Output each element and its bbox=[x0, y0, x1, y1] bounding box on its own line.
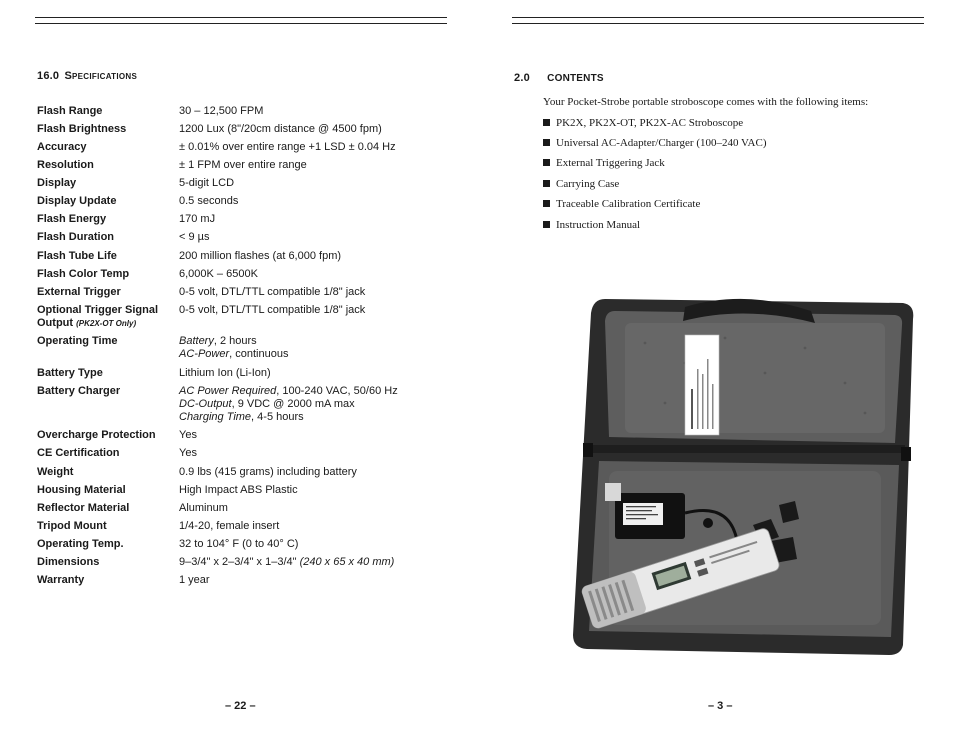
spec-label bbox=[37, 520, 177, 533]
spec-value bbox=[179, 268, 439, 281]
spec-value bbox=[179, 286, 439, 299]
spec-value bbox=[179, 466, 439, 479]
spec-value bbox=[179, 447, 439, 460]
top-rule-2 bbox=[35, 23, 447, 24]
spec-label-note: (PK2X-OT Only) bbox=[76, 319, 137, 328]
spec-value-text: High Impact ABS Plastic bbox=[179, 484, 298, 496]
spec-value bbox=[179, 484, 439, 497]
spec-label-text: Flash Brightness bbox=[37, 123, 127, 135]
spec-label bbox=[37, 250, 177, 263]
spec-label bbox=[37, 286, 177, 299]
contents-item bbox=[543, 117, 743, 129]
spec-label-text: Battery Charger bbox=[37, 385, 121, 397]
spec-value-text: , continuous bbox=[229, 348, 289, 360]
spec-label bbox=[37, 268, 177, 281]
spec-label bbox=[37, 195, 177, 208]
contents-item bbox=[543, 219, 640, 231]
spec-value-emphasis: Battery bbox=[179, 335, 214, 347]
spec-value-text: 30 – 12,500 FPM bbox=[179, 105, 264, 117]
spec-label-text: Operating Temp. bbox=[37, 538, 124, 550]
contents-item-text: External Triggering Jack bbox=[556, 157, 665, 169]
spec-value-emphasis: DC-Output bbox=[179, 398, 232, 410]
spec-label-text: Flash Tube Life bbox=[37, 250, 117, 262]
contents-item bbox=[543, 178, 619, 190]
spec-value bbox=[179, 520, 439, 533]
spec-value-emphasis: Charging Time bbox=[179, 411, 252, 423]
spec-label-text: Flash Energy bbox=[37, 213, 107, 225]
spec-label-text: Overcharge Protection bbox=[37, 429, 156, 441]
spec-value bbox=[179, 177, 439, 190]
spec-label-text: Reflector Material bbox=[37, 502, 130, 514]
contents-item bbox=[543, 137, 767, 149]
contents-item-text: Universal AC-Adapter/Charger (100–240 VAC) bbox=[556, 137, 767, 149]
spec-label bbox=[37, 484, 177, 497]
contents-item-text: Instruction Manual bbox=[556, 219, 641, 231]
spec-value bbox=[179, 159, 439, 172]
spec-label bbox=[37, 429, 177, 442]
page-number-right: – 3 – bbox=[708, 700, 733, 712]
spec-label bbox=[37, 466, 177, 479]
spec-label-text: Flash Range bbox=[37, 105, 103, 117]
square-bullet-icon bbox=[543, 221, 550, 228]
spec-label bbox=[37, 213, 177, 226]
spec-value bbox=[179, 250, 439, 263]
spec-value-text: < 9 µs bbox=[179, 231, 210, 243]
spec-value-text: 0.5 seconds bbox=[179, 195, 239, 207]
square-bullet-icon bbox=[543, 119, 550, 126]
spec-label-text: Tripod Mount bbox=[37, 520, 107, 532]
spec-value-text: 0-5 volt, DTL/TTL compatible 1/8" jack bbox=[179, 286, 366, 298]
contents-item bbox=[543, 198, 700, 210]
contents-item-text: Carrying Case bbox=[556, 178, 620, 190]
square-bullet-icon bbox=[543, 200, 550, 207]
spec-value-text: ± 1 FPM over entire range bbox=[179, 159, 307, 171]
spec-value-text: 1200 Lux (8"/20cm distance @ 4500 fpm) bbox=[179, 123, 382, 135]
spec-value-emphasis: AC-Power bbox=[179, 348, 230, 360]
spec-label-text: Warranty bbox=[37, 574, 85, 586]
spec-label-text: Housing Material bbox=[37, 484, 126, 496]
spec-label bbox=[37, 574, 177, 587]
spec-label bbox=[37, 177, 177, 190]
spec-label bbox=[37, 385, 177, 398]
spec-value-text: , 9 VDC @ 2000 mA max bbox=[231, 398, 355, 410]
square-bullet-icon bbox=[543, 139, 550, 146]
spec-value-text: , 100-240 VAC, 50/60 Hz bbox=[276, 385, 398, 397]
spec-value-text: Lithium Ion (Li-Ion) bbox=[179, 367, 271, 379]
spec-value-text: 32 to 104° F (0 to 40° C) bbox=[179, 538, 299, 550]
spec-value bbox=[179, 141, 439, 154]
spec-label-text: Display Update bbox=[37, 195, 117, 207]
spec-label-text: Operating Time bbox=[37, 335, 118, 347]
spec-value bbox=[179, 195, 439, 208]
spec-label-text: CE Certification bbox=[37, 447, 120, 459]
spec-value-text: Aluminum bbox=[179, 502, 228, 514]
spec-label-text: Dimensions bbox=[37, 556, 100, 568]
top-rule-1 bbox=[35, 17, 447, 18]
spec-value bbox=[179, 213, 439, 226]
spec-value-text: 0.9 lbs (415 grams) including battery bbox=[179, 466, 357, 478]
spec-label-text: Flash Duration bbox=[37, 231, 115, 243]
spec-label bbox=[37, 538, 177, 551]
carrying-case-photo bbox=[565, 293, 917, 658]
spec-value-text: 9–3/4" x 2–3/4" x 1–3/4" bbox=[179, 556, 300, 568]
spec-value-text: , 2 hours bbox=[213, 335, 257, 347]
spec-value bbox=[179, 429, 439, 442]
spec-label bbox=[37, 105, 177, 118]
page-number-left: – 22 – bbox=[225, 700, 256, 712]
spec-label-text: Resolution bbox=[37, 159, 94, 171]
right-page bbox=[477, 0, 954, 738]
top-rule-1 bbox=[512, 17, 924, 18]
contents-item-text: Traceable Calibration Certificate bbox=[556, 198, 701, 210]
spec-value-text: 0-5 volt, DTL/TTL compatible 1/8" jack bbox=[179, 304, 366, 316]
spec-value-text: 6,000K – 6500K bbox=[179, 268, 258, 280]
spec-value-text: Yes bbox=[179, 429, 197, 441]
spec-label bbox=[37, 304, 177, 330]
spec-label-text: Battery Type bbox=[37, 367, 103, 379]
spec-value bbox=[179, 502, 439, 515]
spec-label-text: Output bbox=[37, 317, 74, 329]
top-rule-2 bbox=[512, 23, 924, 24]
spec-value-text: 1/4-20, female insert bbox=[179, 520, 280, 532]
spec-label-text: External Trigger bbox=[37, 286, 121, 298]
spec-value-text: Yes bbox=[179, 447, 197, 459]
spec-label bbox=[37, 556, 177, 569]
contents-intro: Your Pocket-Strobe portable stroboscope comes with the following items: bbox=[543, 96, 869, 108]
spec-value bbox=[179, 123, 439, 136]
spec-value-emphasis: (240 x 65 x 40 mm) bbox=[299, 556, 395, 568]
spec-value bbox=[179, 335, 439, 361]
spec-label-text: Accuracy bbox=[37, 141, 87, 153]
square-bullet-icon bbox=[543, 180, 550, 187]
spec-value bbox=[179, 574, 439, 587]
square-bullet-icon bbox=[543, 159, 550, 166]
spec-value bbox=[179, 385, 439, 424]
spec-label bbox=[37, 335, 177, 348]
spec-value-text: , 4-5 hours bbox=[251, 411, 304, 423]
spec-label-text: Optional Trigger Signal bbox=[37, 304, 159, 316]
spec-value bbox=[179, 231, 439, 244]
spec-label bbox=[37, 447, 177, 460]
spec-value-text: ± 0.01% over entire range +1 LSD ± 0.04 Hz bbox=[179, 141, 396, 153]
spec-value-text: 170 mJ bbox=[179, 213, 216, 225]
spec-value-text: 5-digit LCD bbox=[179, 177, 235, 189]
contents-heading: 2.0 CONTENTS bbox=[514, 72, 604, 84]
spec-value-text: 200 million flashes (at 6,000 fpm) bbox=[179, 250, 342, 262]
spec-label-text: Flash Color Temp bbox=[37, 268, 130, 280]
spec-value bbox=[179, 556, 439, 569]
spec-value bbox=[179, 304, 439, 317]
spec-value-text: 1 year bbox=[179, 574, 210, 586]
specifications-heading: 16.0 SPECIFICATIONS bbox=[37, 70, 138, 82]
spec-label bbox=[37, 231, 177, 244]
spec-value bbox=[179, 367, 439, 380]
spec-value bbox=[179, 105, 439, 118]
spec-value bbox=[179, 538, 439, 551]
spec-label bbox=[37, 367, 177, 380]
spec-label-text: Weight bbox=[37, 466, 74, 478]
spec-label bbox=[37, 502, 177, 515]
spec-label bbox=[37, 123, 177, 136]
contents-item-text: PK2X, PK2X-OT, PK2X-AC Stroboscope bbox=[556, 117, 744, 129]
spec-label-text: Display bbox=[37, 177, 77, 189]
spec-value-emphasis: AC Power Required bbox=[179, 385, 277, 397]
contents-item bbox=[543, 157, 665, 169]
spec-label bbox=[37, 159, 177, 172]
spec-label bbox=[37, 141, 177, 154]
